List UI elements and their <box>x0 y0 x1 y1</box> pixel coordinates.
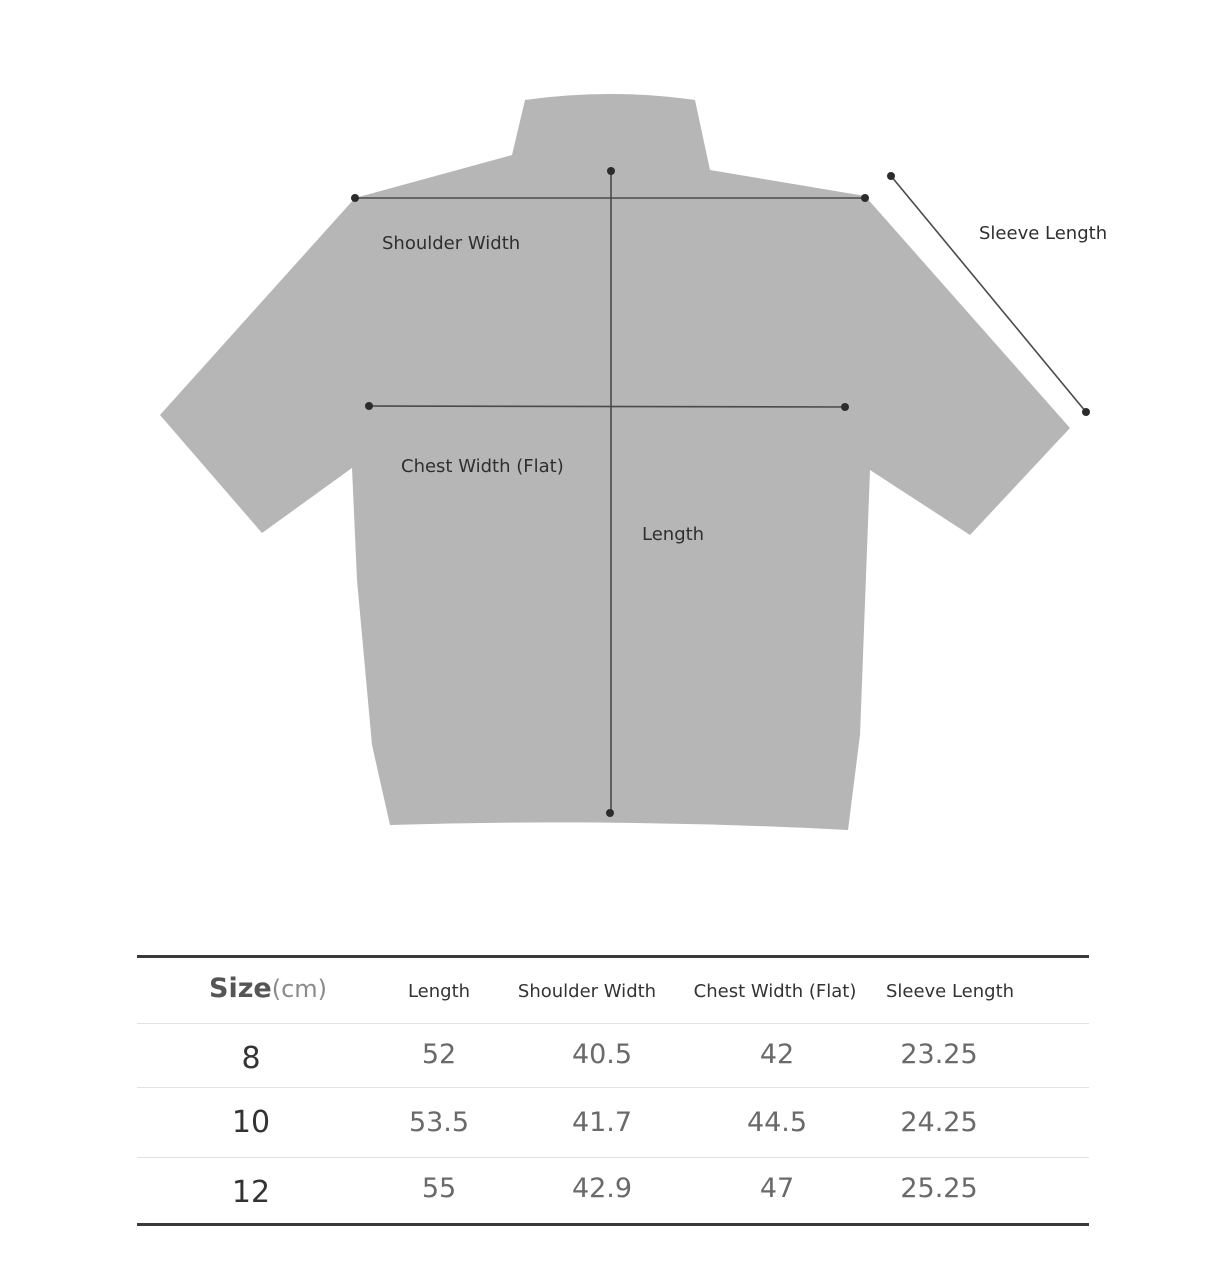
chest-width-label: Chest Width (Flat) <box>401 456 564 477</box>
size-header-label: Size <box>209 973 272 1004</box>
chest-width-cell: 47 <box>759 1173 795 1204</box>
length-cell: 52 <box>421 1039 457 1070</box>
measure-dot <box>365 402 373 410</box>
length-label: Length <box>642 524 705 545</box>
measure-dot <box>861 194 869 202</box>
shoulder-width-label: Shoulder Width <box>382 233 521 254</box>
table-row <box>137 1087 1089 1157</box>
header-shoulder-width: Shoulder Width <box>517 981 657 1002</box>
size-cell: 8 <box>241 1041 261 1076</box>
header-length: Length <box>407 981 471 1002</box>
measure-dot <box>841 403 849 411</box>
length-cell: 53.5 <box>408 1107 470 1138</box>
unit-header-label: (cm) <box>271 975 328 1003</box>
size-cell: 12 <box>231 1175 271 1210</box>
header-chest-width: Chest Width (Flat) <box>693 981 857 1002</box>
sleeve-length-label: Sleeve Length <box>979 223 1108 244</box>
measure-dot <box>607 167 615 175</box>
sleeve-length-cell: 23.25 <box>900 1039 978 1070</box>
measure-dot <box>606 809 614 817</box>
size-header <box>209 973 339 1004</box>
length-cell: 55 <box>421 1173 457 1204</box>
table-header-row <box>137 955 1089 1023</box>
chest-width-cell: 44.5 <box>746 1107 808 1138</box>
sleeve-length-cell: 25.25 <box>900 1173 978 1204</box>
header-sleeve-length: Sleeve Length <box>885 981 1015 1002</box>
table-row <box>137 1157 1089 1223</box>
shoulder-width-cell: 42.9 <box>571 1173 633 1204</box>
sleeve-length-cell: 24.25 <box>900 1107 978 1138</box>
tshirt-silhouette <box>160 94 1070 830</box>
shoulder-width-cell: 41.7 <box>571 1107 633 1138</box>
table-row <box>137 1023 1089 1087</box>
measure-dot <box>351 194 359 202</box>
chest-width-cell: 42 <box>759 1039 795 1070</box>
chest-measure-line <box>369 406 845 407</box>
measure-dot <box>1082 408 1090 416</box>
table-bottom-rule <box>137 1223 1089 1226</box>
size-cell: 10 <box>231 1105 271 1140</box>
shoulder-width-cell: 40.5 <box>571 1039 633 1070</box>
measure-dot <box>887 172 895 180</box>
